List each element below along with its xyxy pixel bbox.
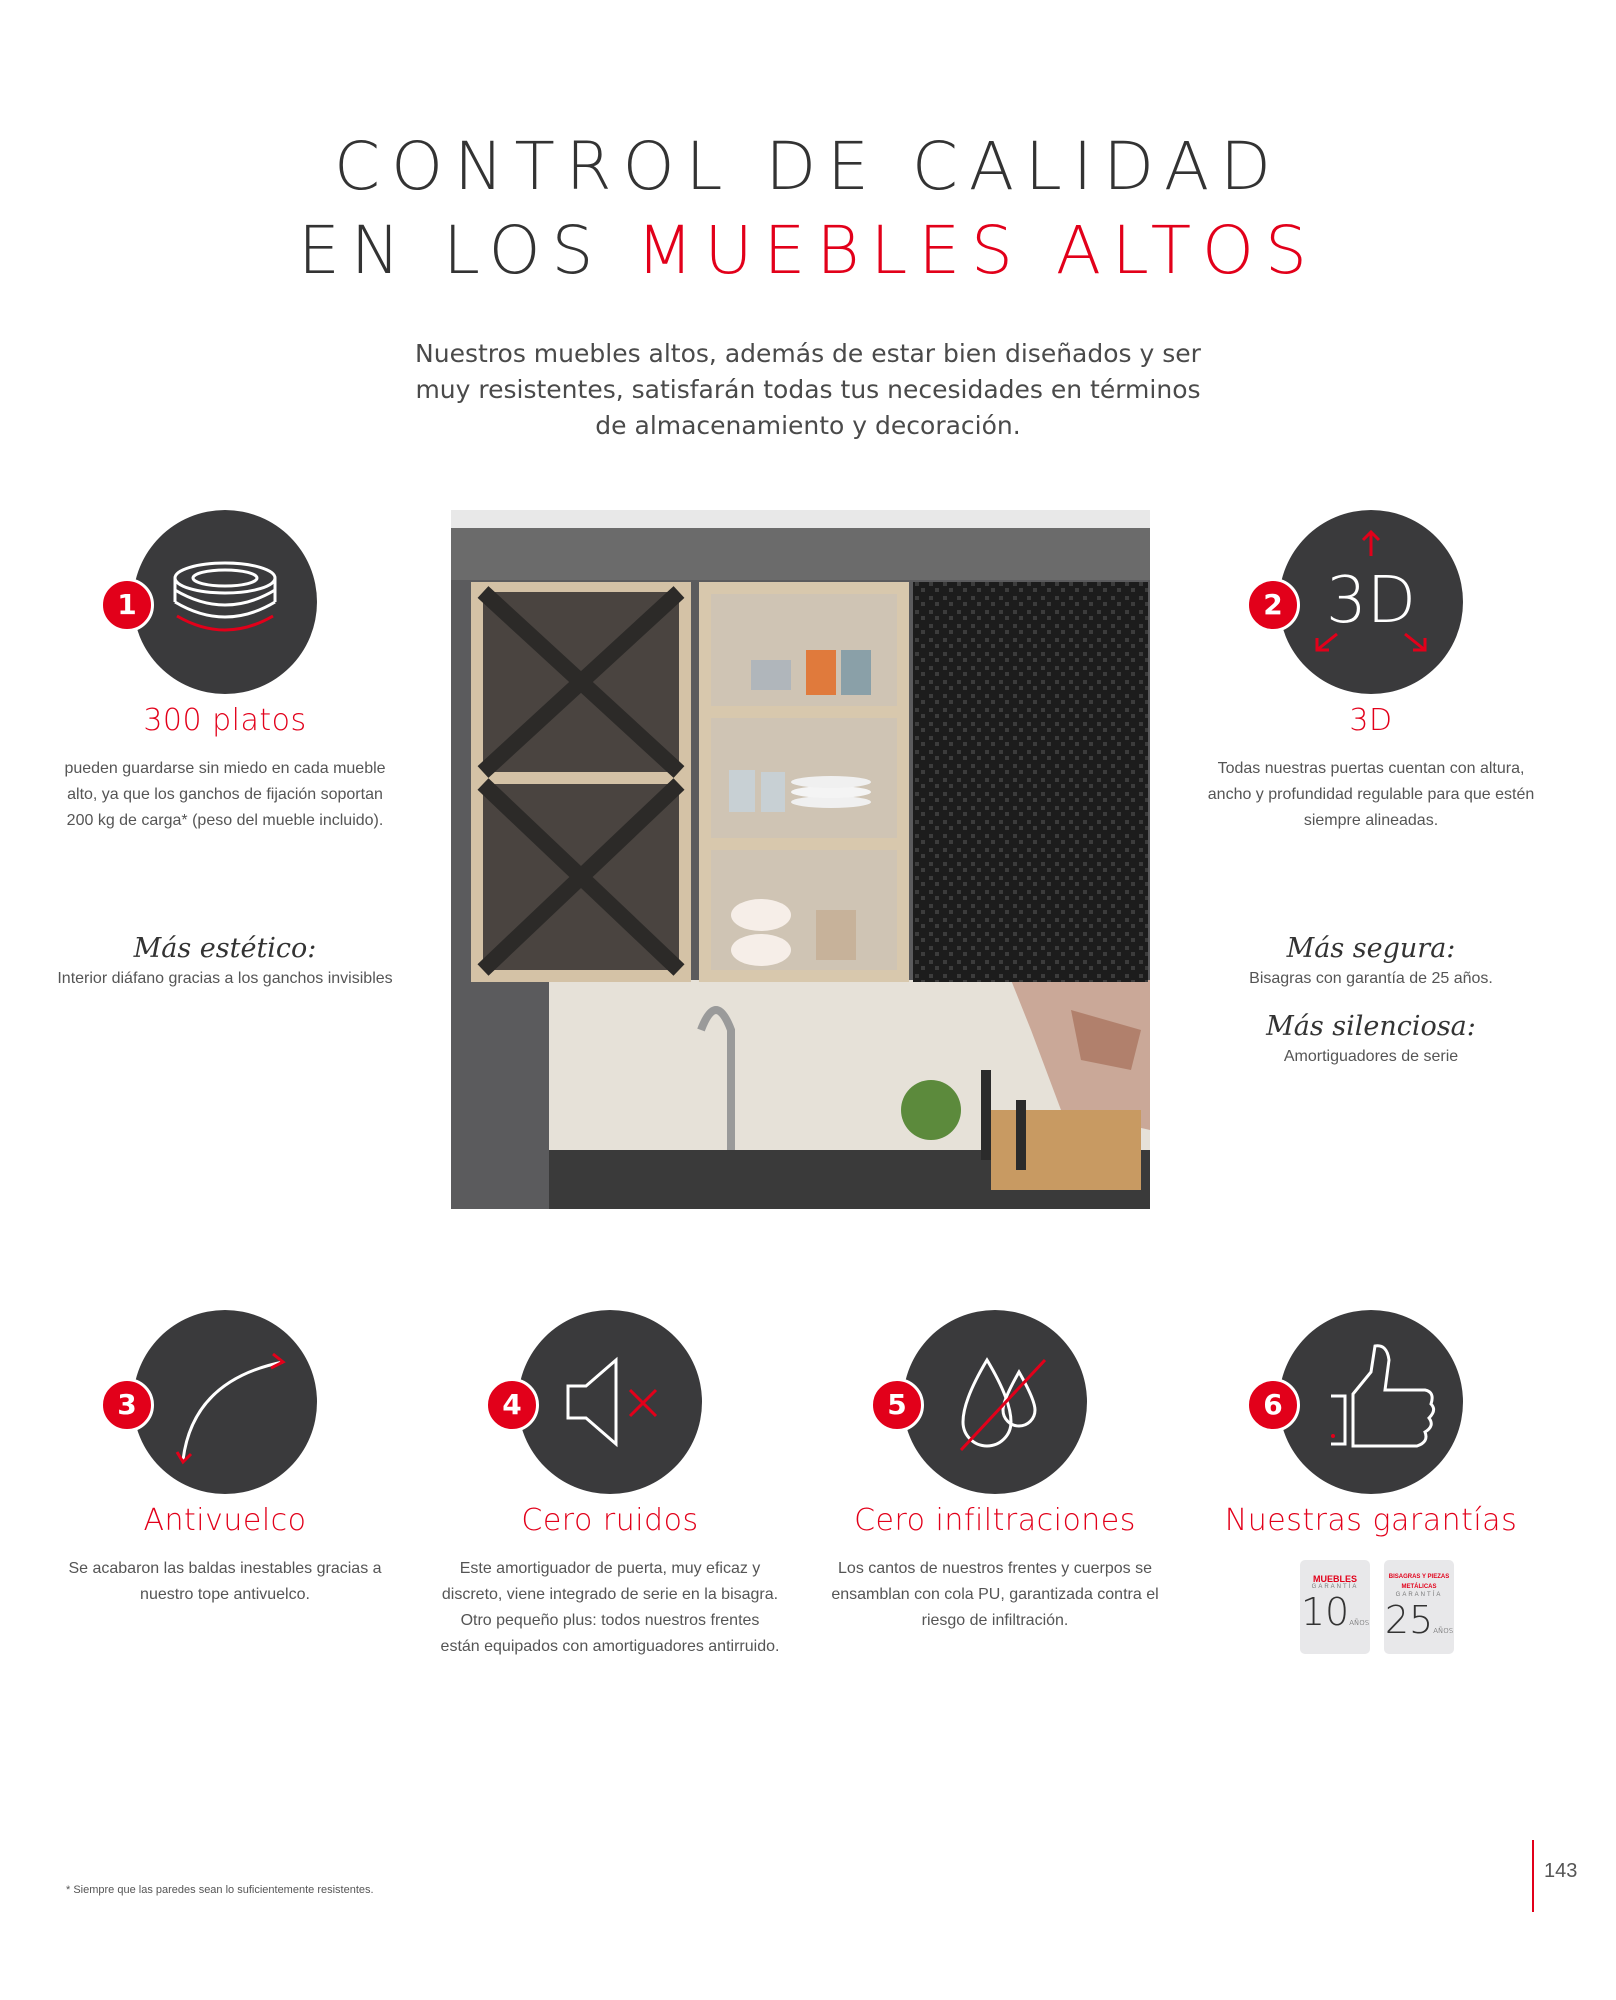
feature-number-badge: 3 (100, 1378, 154, 1432)
title-highlight: MUEBLES ALTOS (636, 212, 1318, 289)
page-title-line1: CONTROL DE CALIDAD (334, 128, 1282, 205)
feature-title: Cero infiltraciones (854, 1503, 1136, 1538)
page-number-divider (1532, 1840, 1534, 1912)
title-prefix: EN LOS (298, 212, 637, 289)
badge-label: BISAGRAS Y PIEZAS METÁLICAS (1388, 1574, 1450, 1590)
extra-heading: Más segura: (1286, 933, 1456, 964)
extra-text: Interior diáfano gracias a los ganchos invisibles (57, 970, 393, 987)
badge-number (1384, 1598, 1454, 1653)
extra-right-1 (1201, 932, 1541, 992)
feature-description: Los cantos de nuestros frentes y cuerpos se ensamblan con cola PU, garantizada contra el riesgo de infiltración. (831, 1560, 1159, 1629)
feature-6 (1201, 1310, 1541, 1550)
footnote: * Siempre que las paredes sean lo suficientemente resistentes. (66, 1884, 374, 1896)
feature-5-circle (903, 1310, 1087, 1494)
feature-1 (55, 510, 395, 890)
3d-adjust-icon (1279, 510, 1463, 694)
badge-unit: AÑOS (1433, 1627, 1454, 1635)
feature-6-circle (1279, 1310, 1463, 1494)
feature-number-badge: 6 (1246, 1378, 1300, 1432)
badge-bisagras-25 (1384, 1560, 1454, 1654)
feature-title: 300 platos (143, 703, 307, 738)
feature-1-circle (133, 510, 317, 694)
feature-title: 3D (1349, 703, 1393, 738)
feature-4-circle (518, 1310, 702, 1494)
feature-number-badge: 4 (485, 1378, 539, 1432)
thumbs-up-icon (1279, 1310, 1463, 1494)
feature-2-circle (1279, 510, 1463, 694)
kitchen-photo (451, 510, 1150, 1209)
extra-text: Amortiguadores de serie (1283, 1048, 1459, 1065)
plates-icon (133, 510, 317, 694)
extra-heading: Más estético: (133, 933, 317, 964)
badge-sub: GARANTÍA (1311, 1584, 1359, 1590)
feature-description: pueden guardarse sin miedo en cada mueble alto, ya que los ganchos de fijación soportan 200 kg de carga* (peso del mueble incluido). (64, 760, 386, 829)
feature-number-badge: 2 (1246, 578, 1300, 632)
feature-2 (1201, 510, 1541, 840)
feature-number-badge: 1 (100, 578, 154, 632)
feature-3-circle (133, 1310, 317, 1494)
badge-sub: GARANTÍA (1395, 1592, 1443, 1598)
speaker-mute-icon (518, 1310, 702, 1494)
extra-text: Bisagras con garantía de 25 años. (1249, 970, 1493, 987)
curved-arrow-icon (133, 1310, 317, 1494)
extra-right-2 (1201, 1010, 1541, 1070)
feature-4 (440, 1310, 780, 1710)
feature-description: Se acabaron las baldas inestables gracias a nuestro tope antivuelco. (68, 1560, 382, 1603)
feature-title: Antivuelco (143, 1503, 307, 1538)
feature-description: Este amortiguador de puerta, muy eficaz y discreto, viene integrado de serie en la bisagra. Otro pequeño plus: todos nuestros frentes están equipados con amortiguadores antirruido. (440, 1560, 780, 1655)
feature-title: Cero ruidos (521, 1503, 699, 1538)
badge-number-value: 10 (1300, 1590, 1350, 1634)
intro-text: Nuestros muebles altos, además de estar bien diseñados y ser muy resistentes, satisfarán todas tus necesidades en términos de almacenamiento y decoración. (415, 339, 1201, 440)
feature-5 (825, 1310, 1165, 1670)
extra-left (55, 932, 395, 992)
no-water-drops-icon (903, 1310, 1087, 1494)
badge-number (1300, 1590, 1370, 1645)
badge-label: MUEBLES (1312, 1574, 1357, 1584)
badge-unit: AÑOS (1349, 1619, 1370, 1627)
feature-description: Todas nuestras puertas cuentan con altura, ancho y profundidad regulable para que estén siempre alineadas. (1207, 760, 1535, 829)
feature-3 (55, 1310, 395, 1640)
page-title-line2 (0, 212, 1616, 289)
page-number: 143 (1544, 1860, 1578, 1882)
badge-muebles-10 (1300, 1560, 1370, 1654)
feature-title: Nuestras garantías (1224, 1503, 1518, 1538)
3d-icon-text: 3D (1326, 564, 1416, 638)
feature-number-badge: 5 (870, 1378, 924, 1432)
extra-heading: Más silenciosa: (1266, 1011, 1476, 1042)
badge-number-value: 25 (1384, 1598, 1434, 1642)
guarantee-badges (1300, 1560, 1460, 1660)
